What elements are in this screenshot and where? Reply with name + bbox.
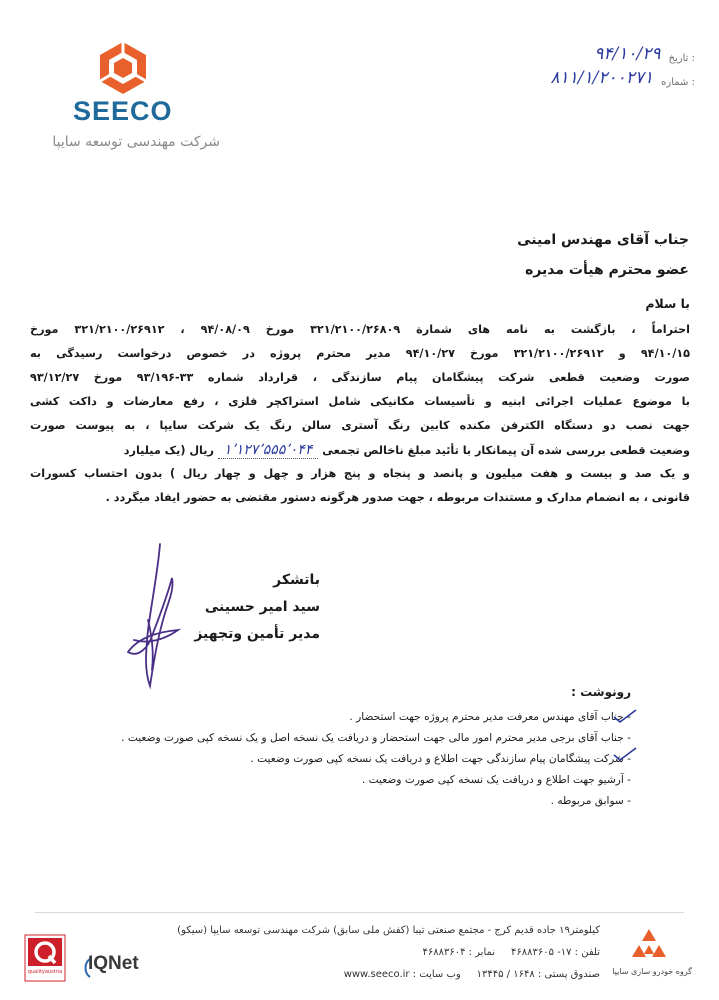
- number-label: شماره :: [661, 77, 695, 88]
- recipient-name: جناب آقای مهندس امینی: [517, 232, 689, 248]
- cc-item: - شرکت پیشگامان پیام سازندگی جهت اطلاع و دریافت یک نسخه کپی صورت وضعیت .: [250, 753, 631, 765]
- body-line: جهت نصب دو دستگاه الکترفن مکنده کابین رنگ آستری سالن رنگ یک شرکت سایپا ، به پیوست صورت: [30, 419, 690, 432]
- salutation: با سلام: [645, 296, 690, 311]
- footer-web: [210, 964, 600, 986]
- amount-value: ۱٬۱۲۷٬۵۵۵٬۰۴۴: [218, 442, 319, 459]
- number-row: [470, 64, 695, 88]
- footer-contact: [177, 920, 600, 986]
- cc-item: - جناب آقای مهندس معرفت مدیر محترم پروژه جهت استحضار .: [349, 711, 631, 723]
- cc-item: - سوابق مربوطه .: [550, 795, 631, 807]
- body-line: احتراماً ، بازگشت به نامه های شمارة ۳۲۱/۲۱۰۰/۲۶۸۰۹ مورخ ۹۴/۰۸/۰۹ ، ۳۲۱/۲۱۰۰/۲۶۹۱۲ مورخ: [30, 323, 690, 336]
- recipient-block: [309, 225, 689, 285]
- letter-meta: [470, 40, 695, 88]
- company-name: شرکت مهندسی توسعه سایپا: [52, 134, 220, 150]
- date-label: تاریخ :: [668, 53, 695, 64]
- footer-phones: [210, 942, 600, 964]
- q-badge-text: qualityaustria: [27, 969, 63, 975]
- body-line: قانونی ، به انضمام مدارک و مستندات مربوطه ، جهت صدور هرگونه دستور مقتضی به حضور ایفاد میگردد .: [105, 491, 690, 504]
- website-label: وب سایت :: [412, 969, 461, 980]
- number-value: ۸۱۱/۱/۲۰۰۲۷۱: [550, 68, 654, 88]
- amount-suffix: ریال (یک میلیارد: [123, 444, 214, 457]
- footer-postal: صندوق پستی : ۱۶۴۸ / ۱۳۴۴۵: [476, 969, 600, 980]
- saipa-group-logo-icon: [630, 928, 668, 964]
- quality-austria-badge-icon: [24, 934, 66, 982]
- handwritten-signature: [108, 540, 208, 690]
- cc-title: رونوشت :: [571, 685, 631, 699]
- date-value: ۹۴/۱۰/۲۹: [594, 44, 661, 64]
- logo-text: SEECO: [73, 96, 173, 126]
- body-line: صورت وضعیت قطعی شرکت پیشگامان پیام سازندگی ، قرارداد شماره ۳۳-۹۳/۱۹۶ مورخ ۹۳/۱۲/۲۷: [30, 371, 690, 384]
- footer-address: کیلومتر۱۹ جاده قدیم کرج - مجتمع صنعتی تیبا (کفش ملی سابق) شرکت مهندسی توسعه سایپا (سیکو): [177, 925, 600, 936]
- iqnet-logo: IQNet: [88, 953, 139, 974]
- amount-line: [30, 438, 690, 462]
- body-line: و یک صد و بیست و هفت میلیون و پانصد و پنجاه و پنج هزار و چهل و چهار ریال ) بدون احتساب کسورات: [30, 467, 690, 480]
- website-link[interactable]: www.seeco.ir: [343, 969, 410, 980]
- closing: باتشکر: [273, 572, 320, 588]
- footer-fax: نمابر : ۴۶۸۸۳۶۰۴: [422, 947, 496, 958]
- group-label: گروه خودرو سازی سایپا: [612, 967, 692, 976]
- seeco-logo-icon: [97, 40, 149, 96]
- signer-name: سید امیر حسینی: [204, 599, 320, 615]
- body-line: با موضوع عملیات اجرائی ابنیه و تأسیسات مکانیکی شامل استراکچر فلزی ، رفع معارضات و داکت کشی: [30, 395, 690, 408]
- letter-body: [30, 318, 690, 510]
- amount-prefix: وضعیت قطعی بررسی شده آن پیمانکار با تأئید مبلغ ناخالص تجمعی: [322, 444, 690, 457]
- cc-item: - جناب آقای برجی مدیر محترم امور مالی جهت استحضار و دریافت یک نسخه اصل و یک نسخه کپی صورت وضعیت .: [121, 732, 631, 744]
- checkmark-icon: [612, 708, 638, 724]
- signer-title: مدیر تأمین وتجهیز: [194, 626, 320, 642]
- footer-divider: [35, 912, 684, 913]
- body-line: ۹۴/۱۰/۱۵ و ۳۲۱/۲۱۰۰/۲۶۹۱۲ مورخ ۹۴/۱۰/۲۷ مدیر محترم پروژه در خصوص درخواست رسیدگی به: [30, 347, 690, 360]
- date-row: [470, 40, 695, 64]
- checkmark-icon: [612, 746, 638, 762]
- footer-phone: تلفن : ۱۷- ۴۶۸۸۳۶۰۵: [510, 947, 600, 958]
- recipient-title: عضو محترم هیأت مدیره: [525, 262, 689, 278]
- cc-item: - آرشیو جهت اطلاع و دریافت یک نسخه کپی صورت وضعیت .: [361, 774, 631, 786]
- cc-block: [31, 685, 631, 812]
